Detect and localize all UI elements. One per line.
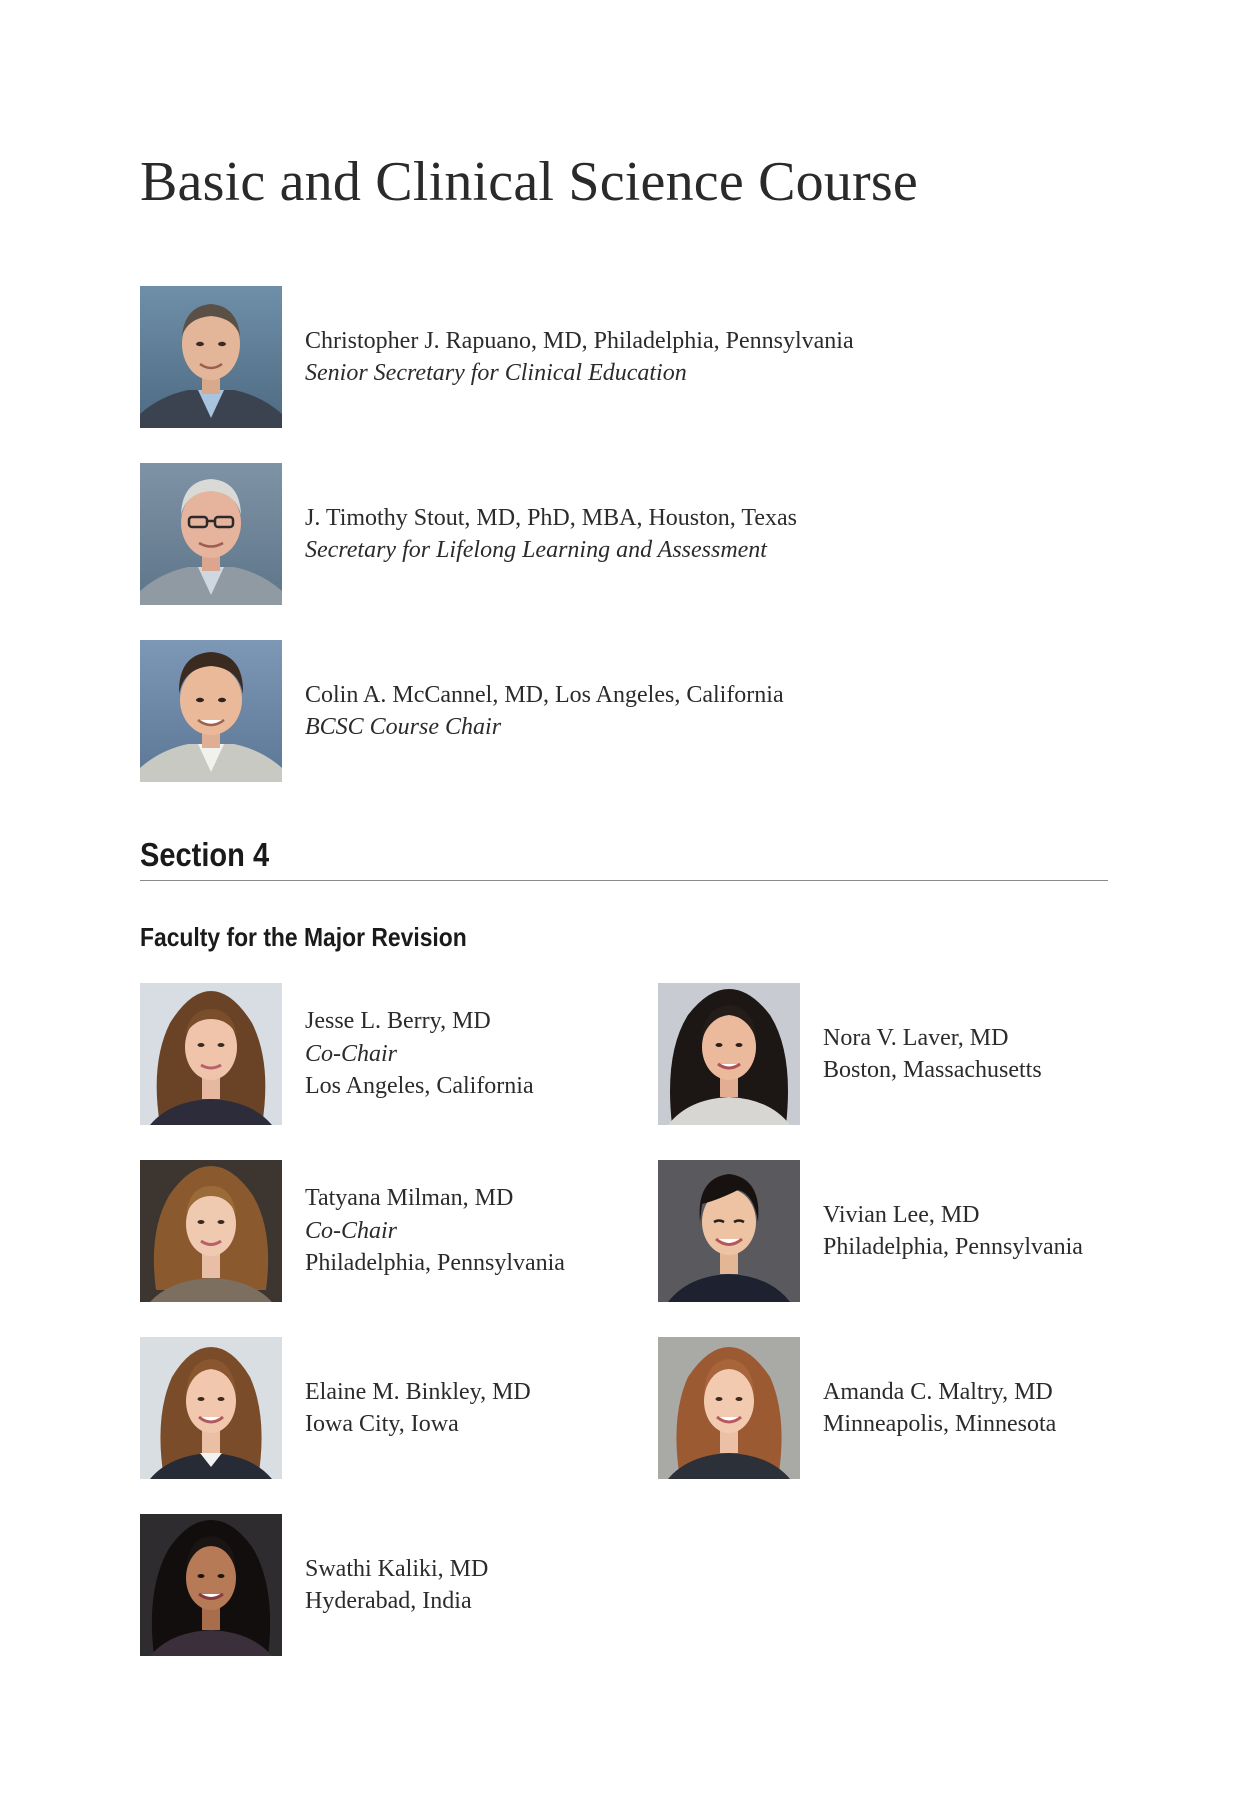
faculty-name: Nora V. Laver, MD xyxy=(823,1024,1009,1051)
portrait-photo xyxy=(658,1337,800,1479)
leader-role: Senior Secretary for Clinical Education xyxy=(305,360,687,386)
faculty-location: Minneapolis, Minnesota xyxy=(823,1411,1057,1437)
portrait-photo xyxy=(140,1160,282,1302)
faculty-name: Jesse L. Berry, MD xyxy=(305,1008,491,1035)
section-divider xyxy=(140,880,1108,881)
faculty-location: Philadelphia, Pennsylvania xyxy=(305,1250,565,1277)
portrait-photo xyxy=(658,983,800,1125)
faculty-name: Swathi Kaliki, MD xyxy=(305,1555,489,1582)
portrait-photo xyxy=(140,1337,282,1479)
leader-info xyxy=(305,463,797,605)
leader-info xyxy=(305,286,854,428)
faculty-name: Vivian Lee, MD xyxy=(823,1201,980,1228)
faculty-name: Amanda C. Maltry, MD xyxy=(823,1378,1053,1405)
leader-name: Colin A. McCannel, MD, Los Angeles, California xyxy=(305,681,784,708)
section-heading: Section 4 xyxy=(140,836,270,873)
faculty-info xyxy=(823,983,1042,1125)
leader-role: Secretary for Lifelong Learning and Assessment xyxy=(305,537,767,563)
faculty-location: Iowa City, Iowa xyxy=(305,1411,459,1437)
faculty-info xyxy=(305,1514,488,1656)
faculty-info xyxy=(823,1337,1056,1479)
faculty-location: Philadelphia, Pennsylvania xyxy=(823,1234,1083,1260)
faculty-role: Co-Chair xyxy=(305,1040,398,1067)
portrait-photo xyxy=(140,983,282,1125)
faculty-name: Tatyana Milman, MD xyxy=(305,1185,514,1212)
faculty-info xyxy=(823,1160,1083,1302)
leader-name: J. Timothy Stout, MD, PhD, MBA, Houston, Texas xyxy=(305,504,797,531)
faculty-location: Hyderabad, India xyxy=(305,1588,472,1614)
portrait-photo xyxy=(658,1160,800,1302)
portrait-photo xyxy=(140,286,282,428)
portrait-photo xyxy=(140,1514,282,1656)
leader-info xyxy=(305,640,784,782)
portrait-photo xyxy=(140,463,282,605)
subsection-heading: Faculty for the Major Revision xyxy=(140,922,467,952)
faculty-info xyxy=(305,983,534,1125)
leader-role: BCSC Course Chair xyxy=(305,714,502,740)
faculty-role: Co-Chair xyxy=(305,1217,398,1244)
page-title: Basic and Clinical Science Course xyxy=(140,151,918,213)
faculty-info xyxy=(305,1160,565,1302)
faculty-name: Elaine M. Binkley, MD xyxy=(305,1378,531,1405)
leader-name: Christopher J. Rapuano, MD, Philadelphia, Pennsylvania xyxy=(305,327,854,354)
faculty-info xyxy=(305,1337,531,1479)
faculty-location: Los Angeles, California xyxy=(305,1073,534,1100)
faculty-location: Boston, Massachusetts xyxy=(823,1057,1042,1083)
portrait-photo xyxy=(140,640,282,782)
